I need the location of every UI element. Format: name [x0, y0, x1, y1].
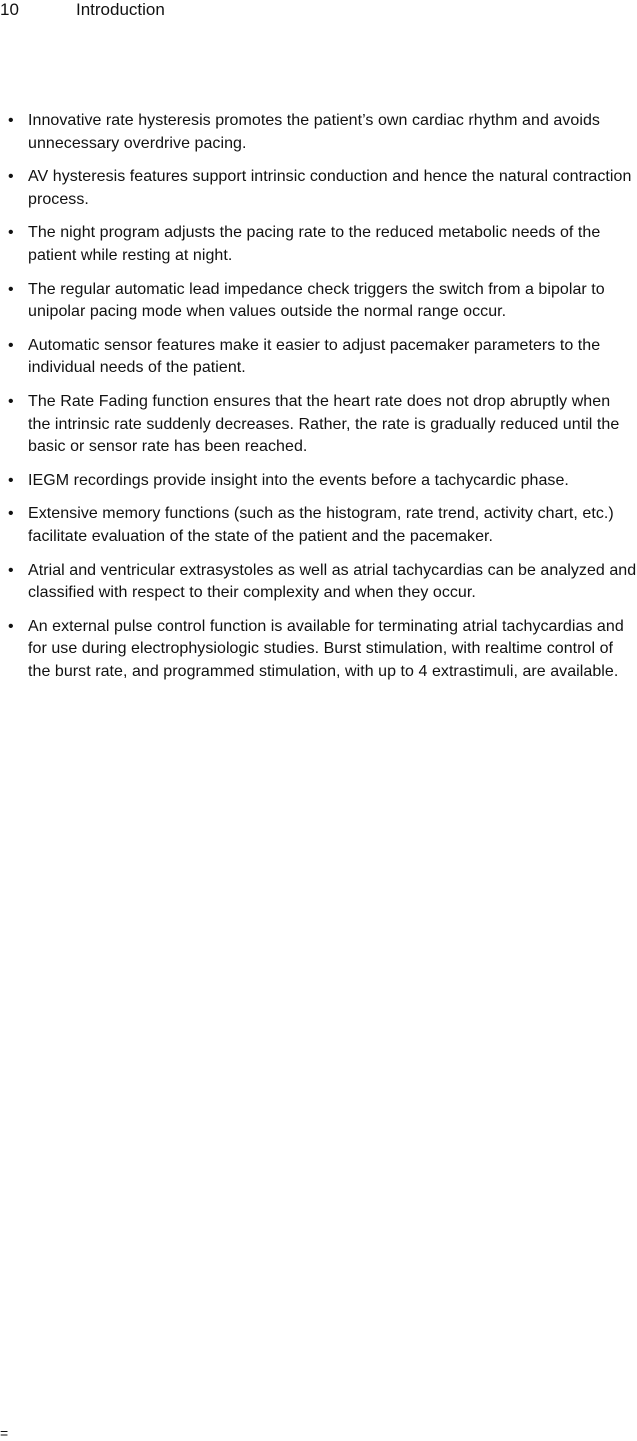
list-item-text: IEGM recordings provide insight into the events before a tachycardic phase. — [28, 471, 569, 489]
bullet-icon: • — [8, 561, 14, 579]
bullet-icon: • — [8, 112, 14, 129]
list-item-text: The night program adjusts the pacing rate to the reduced metabolic needs of the patient while resting at night. — [28, 224, 601, 264]
bullet-icon: • — [8, 392, 14, 410]
list-item — [0, 335, 637, 380]
list-item — [0, 166, 637, 211]
bullet-icon: • — [8, 280, 14, 298]
list-item-text: AV hysteresis features support intrinsic conduction and hence the natural contraction process. — [28, 168, 632, 208]
list-item — [0, 391, 637, 459]
list-item-text: Automatic sensor features make it easier to adjust pacemaker parameters to the individual needs of the patient. — [28, 336, 601, 377]
list-item — [0, 110, 637, 155]
list-item-text: Atrial and ventricular extrasystoles as well as atrial tachycardias can be analyzed and classified with respect to their complexity and when they occur. — [28, 561, 637, 602]
list-item — [0, 279, 637, 324]
bullet-icon: • — [8, 168, 14, 186]
bullet-icon: • — [8, 505, 14, 523]
footer-mark: = — [0, 1425, 9, 1441]
feature-bullet-list — [0, 110, 637, 694]
list-item — [0, 503, 637, 548]
list-item — [0, 470, 637, 493]
list-item — [0, 222, 637, 267]
list-item-text: Extensive memory functions (such as the histogram, rate trend, activity chart, etc.) facilitate evaluation of the state of the patient and the pacemaker. — [28, 505, 614, 545]
section-title: Introduction — [76, 0, 165, 19]
list-item — [0, 560, 637, 605]
bullet-icon: • — [8, 336, 14, 354]
list-item-text: Innovative rate hysteresis promotes the patient’s own cardiac rhythm and avoids unnecessary overdrive pacing. — [28, 112, 600, 152]
page-number: 10 — [0, 0, 19, 19]
list-item — [0, 616, 637, 684]
list-item-text: The Rate Fading function ensures that the heart rate does not drop abruptly when the intrinsic rate suddenly decreases. Rather, the rate is gradually reduced until the basic or sensor rate has been reached. — [28, 392, 620, 456]
list-item-text: The regular automatic lead impedance check triggers the switch from a bipolar to unipolar pacing mode when values outside the normal range occur. — [28, 280, 605, 321]
list-item-text: An external pulse control function is available for terminating atrial tachycardias and for use during electrophysiologic studies. Burst stimulation, with realtime control of the burst rate, and programmed stimulation, with up to 4 extrastimuli, are available. — [28, 617, 624, 680]
bullet-icon: • — [8, 471, 14, 489]
bullet-icon: • — [8, 617, 14, 635]
bullet-icon: • — [8, 224, 14, 242]
